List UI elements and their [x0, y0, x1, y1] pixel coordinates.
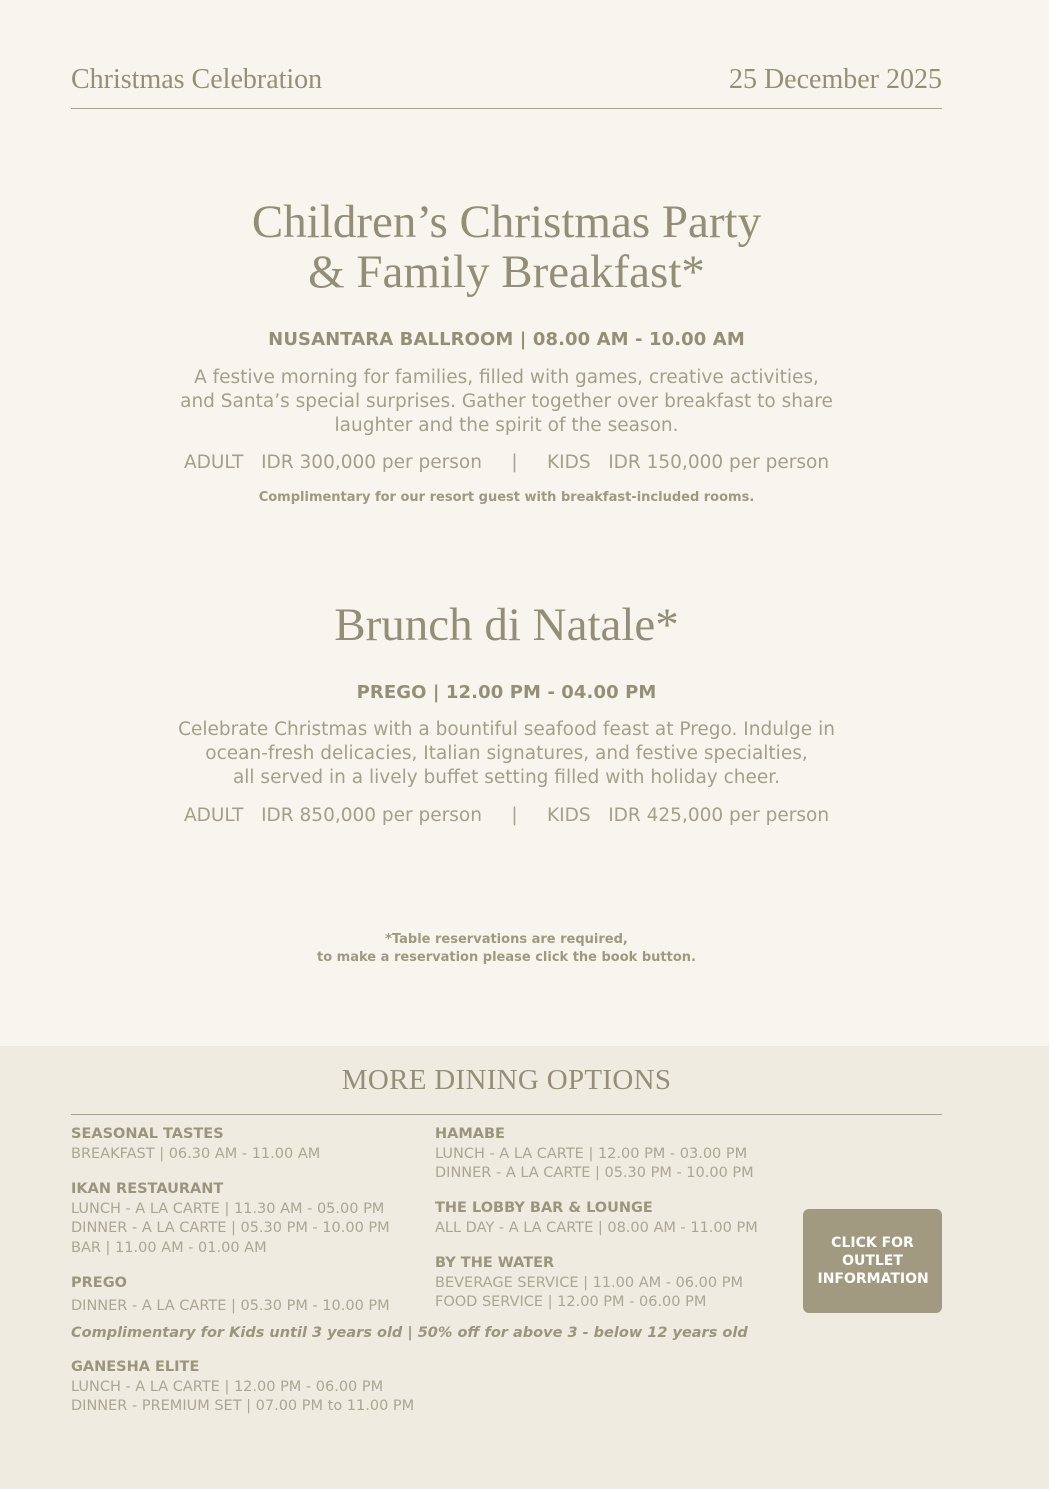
event-title: Brunch di Natale*	[334, 599, 679, 651]
outlet-by-the-water	[435, 1254, 743, 1313]
description-line: ocean-fresh delicacies, Italian signatures, and festive specialties,	[205, 743, 808, 764]
outlet-hours: BAR | 11.00 AM - 01.00 AM	[71, 1239, 267, 1256]
outlet-hours: FOOD SERVICE | 12.00 PM - 06.00 PM	[435, 1294, 707, 1310]
event-venue: PREGO | 12.00 PM - 04.00 PM	[356, 682, 657, 703]
outlet-hours: DINNER - A LA CARTE | 05.30 PM - 10.00 PM	[71, 1297, 390, 1314]
event-price: ADULT IDR 850,000 per person | KIDS IDR 425,000 per person	[183, 805, 830, 826]
outlet-name: PREGO	[71, 1275, 127, 1291]
outlet-prego	[71, 1274, 390, 1316]
kids-complimentary-note: Complimentary for Kids until 3 years old | 50% off for above 3 - below 12 years old	[71, 1325, 748, 1341]
outlet-name: GANESHA ELITE	[71, 1359, 200, 1375]
outlet-name: THE LOBBY BAR & LOUNGE	[435, 1200, 653, 1216]
outlet-hours: LUNCH - A LA CARTE | 11.30 AM - 05.00 PM	[71, 1200, 385, 1217]
outlet-hours: DINNER - PREMIUM SET | 07.00 PM to 11.00 PM	[71, 1398, 415, 1414]
reservation-line2: to make a reservation please click the book button.	[317, 950, 696, 965]
description-line: laughter and the spirit of the season.	[334, 415, 679, 436]
event-price: ADULT IDR 300,000 per person | KIDS IDR 150,000 per person	[183, 452, 830, 473]
outlet-hours: BEVERAGE SERVICE | 11.00 AM - 06.00 PM	[435, 1274, 743, 1291]
header-title: Christmas Celebration	[71, 64, 323, 95]
outlet-hours: BREAKFAST | 06.30 AM - 11.00 AM	[71, 1145, 321, 1162]
description-line: Celebrate Christmas with a bountiful seafood feast at Prego. Indulge in	[178, 719, 835, 740]
outlet-ikan-restaurant	[71, 1180, 390, 1258]
more-dining-title: MORE DINING OPTIONS	[341, 1064, 672, 1096]
event-note: Complimentary for our resort guest with breakfast-included rooms.	[258, 490, 755, 505]
event-title-line1: Children’s Christmas Party	[251, 196, 762, 248]
event-title-line2: & Family Breakfast*	[308, 246, 705, 298]
outlet-hours: DINNER - A LA CARTE | 05.30 PM - 10.00 PM	[435, 1165, 754, 1181]
outlet-hours: DINNER - A LA CARTE | 05.30 PM - 10.00 PM	[71, 1220, 390, 1236]
event-venue: NUSANTARA BALLROOM | 08.00 AM - 10.00 AM	[268, 329, 745, 350]
description-line: A festive morning for families, filled with games, creative activities,	[194, 367, 819, 388]
page-header	[71, 62, 942, 109]
outlet-hamabe	[435, 1125, 754, 1184]
outlet-seasonal-tastes	[71, 1125, 320, 1164]
description-line: all served in a lively buffet setting filled with holiday cheer.	[232, 767, 781, 788]
more-dining-section	[0, 1046, 1049, 1489]
description-line: and Santa’s special surprises. Gather together over breakfast to share	[180, 391, 833, 412]
reservation-line1: *Table reservations are required,	[385, 932, 628, 947]
header-date: 25 December 2025	[728, 64, 942, 95]
outlet-hours: LUNCH - A LA CARTE | 12.00 PM - 06.00 PM	[71, 1378, 384, 1395]
outlet-ganesha-elite	[71, 1358, 414, 1417]
event-description	[0, 366, 1013, 438]
outlet-lobby-bar	[435, 1199, 758, 1238]
outlet-name: BY THE WATER	[435, 1255, 555, 1271]
outlet-name: HAMABE	[435, 1126, 505, 1142]
reservation-note	[0, 931, 1013, 967]
event-description	[0, 718, 1013, 790]
more-dining-divider	[71, 1114, 942, 1115]
outlet-hours: LUNCH - A LA CARTE | 12.00 PM - 03.00 PM	[435, 1145, 748, 1162]
outlet-hours: ALL DAY - A LA CARTE | 08.00 AM - 11.00 PM	[435, 1219, 758, 1236]
outlet-information-button[interactable]	[803, 1209, 942, 1313]
outlet-information-button-label: CLICK FOR OUTLET INFORMATION	[817, 1235, 929, 1287]
outlet-name: IKAN RESTAURANT	[71, 1181, 224, 1197]
outlet-name: SEASONAL TASTES	[71, 1126, 224, 1142]
